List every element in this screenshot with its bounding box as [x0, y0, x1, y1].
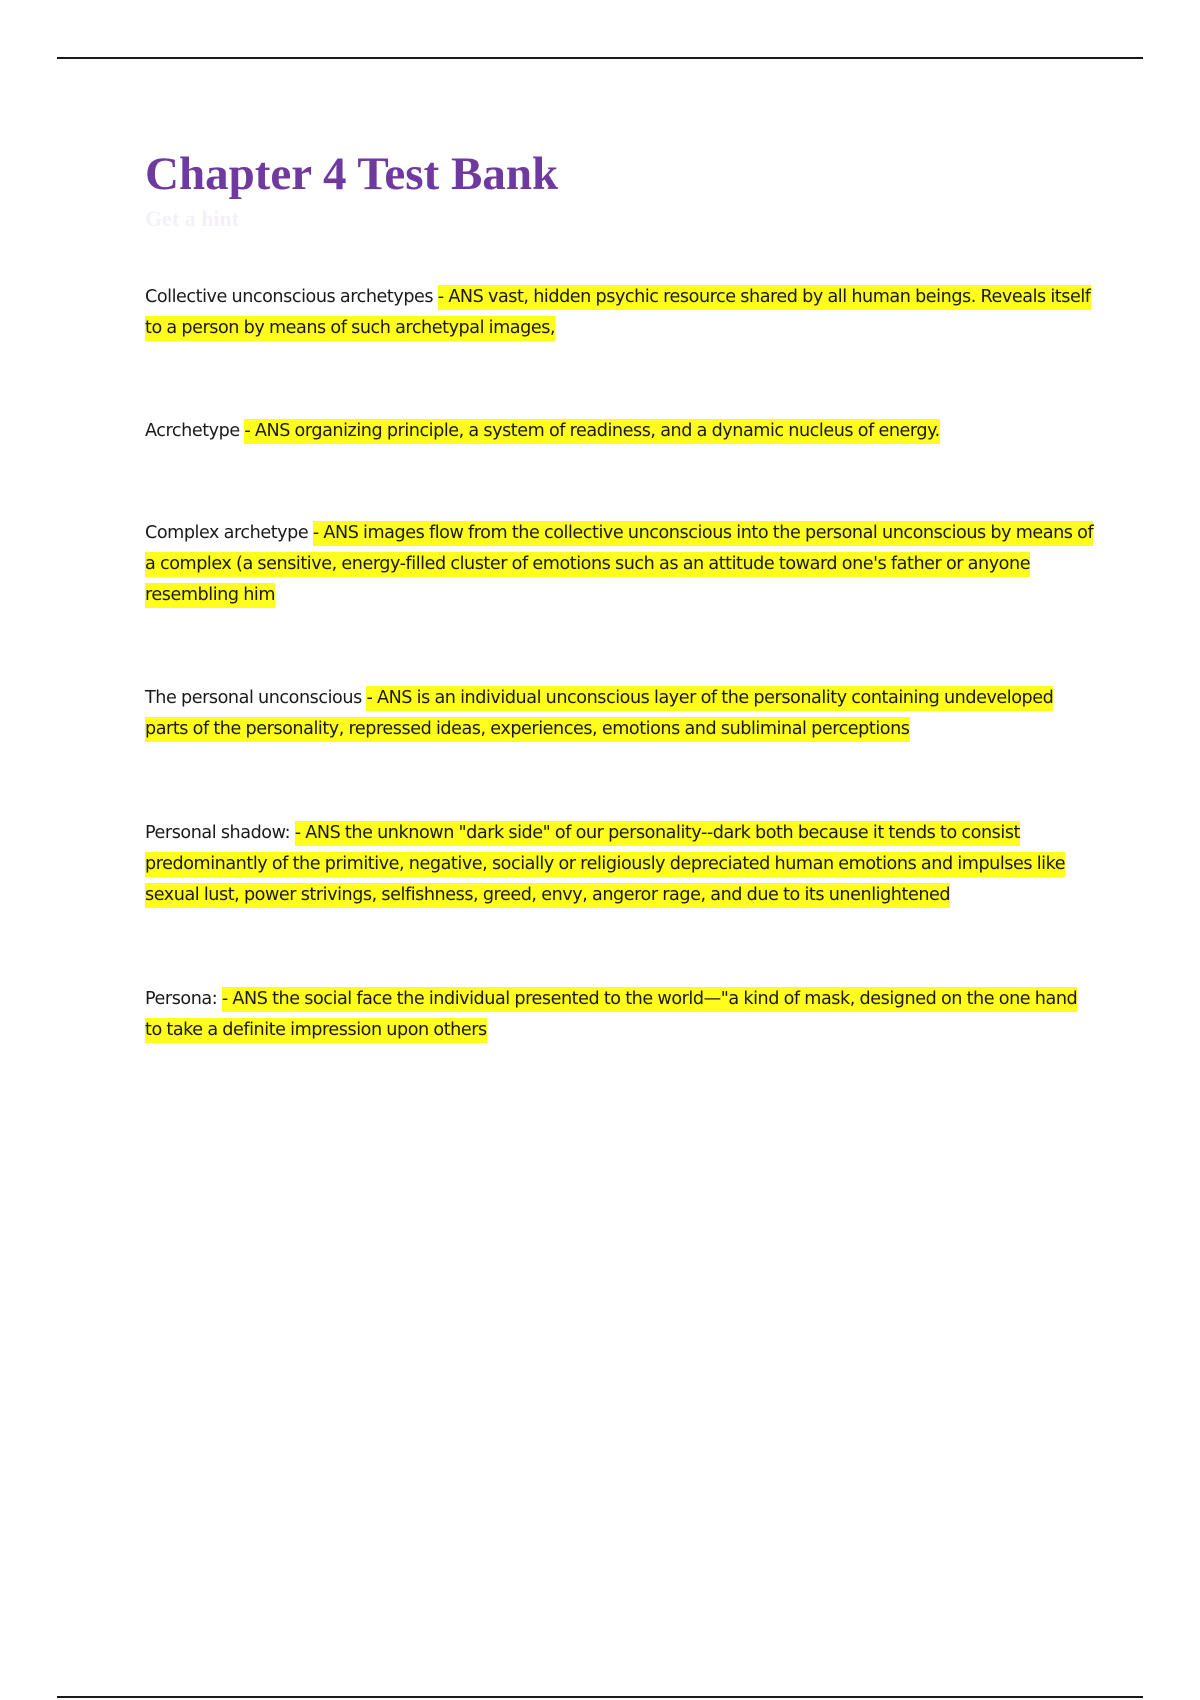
entry-answer: - ANS the unknown "dark side" of our personality--dark both because it tends to consist predominantly of the primitive, negative, socially or religiously depreciated human emotions and impulses like sexual lust, power strivings, selfishness, greed, envy, angeror rage, and due to its unenlightened — [145, 821, 1065, 908]
flashcard-entry — [145, 818, 1095, 911]
flashcard-entry — [145, 518, 1095, 611]
entry-answer: - ANS is an individual unconscious layer of the personality containing undeveloped parts of the personality, repressed ideas, experiences, emotions and subliminal perceptions — [145, 686, 1053, 742]
entry-term: Complex archetype — [145, 523, 309, 543]
entry-answer: - ANS the social face the individual presented to the world—"a kind of mask, designed on the one hand to take a definite impression upon others — [145, 987, 1077, 1043]
document-title: Chapter 4 Test Bank — [145, 148, 559, 200]
bottom-rule — [57, 1696, 1143, 1698]
entry-answer: - ANS images flow from the collective unconscious into the personal unconscious by means of a complex (a sensitive, energy-filled cluster of emotions such as an attitude toward one's father or anyone resembling him — [145, 521, 1093, 608]
entry-term: The personal unconscious — [145, 688, 362, 708]
flashcard-entry — [145, 282, 1095, 344]
get-a-hint-link[interactable]: Get a hint — [145, 206, 240, 231]
entry-answer: - ANS vast, hidden psychic resource shared by all human beings. Reveals itself to a person by means of such archetypal images, — [145, 285, 1091, 341]
flashcard-entry — [145, 683, 1095, 745]
entry-term: Personal shadow: — [145, 823, 291, 843]
top-rule — [57, 57, 1143, 59]
entry-term: Persona: — [145, 989, 218, 1009]
entry-answer: - ANS organizing principle, a system of readiness, and a dynamic nucleus of energy. — [244, 419, 939, 444]
document-body — [145, 140, 1095, 1046]
entry-term: Acrchetype — [145, 421, 240, 441]
flashcard-entry — [145, 416, 1095, 447]
entry-term: Collective unconscious archetypes — [145, 287, 434, 307]
flashcard-entry — [145, 984, 1095, 1046]
